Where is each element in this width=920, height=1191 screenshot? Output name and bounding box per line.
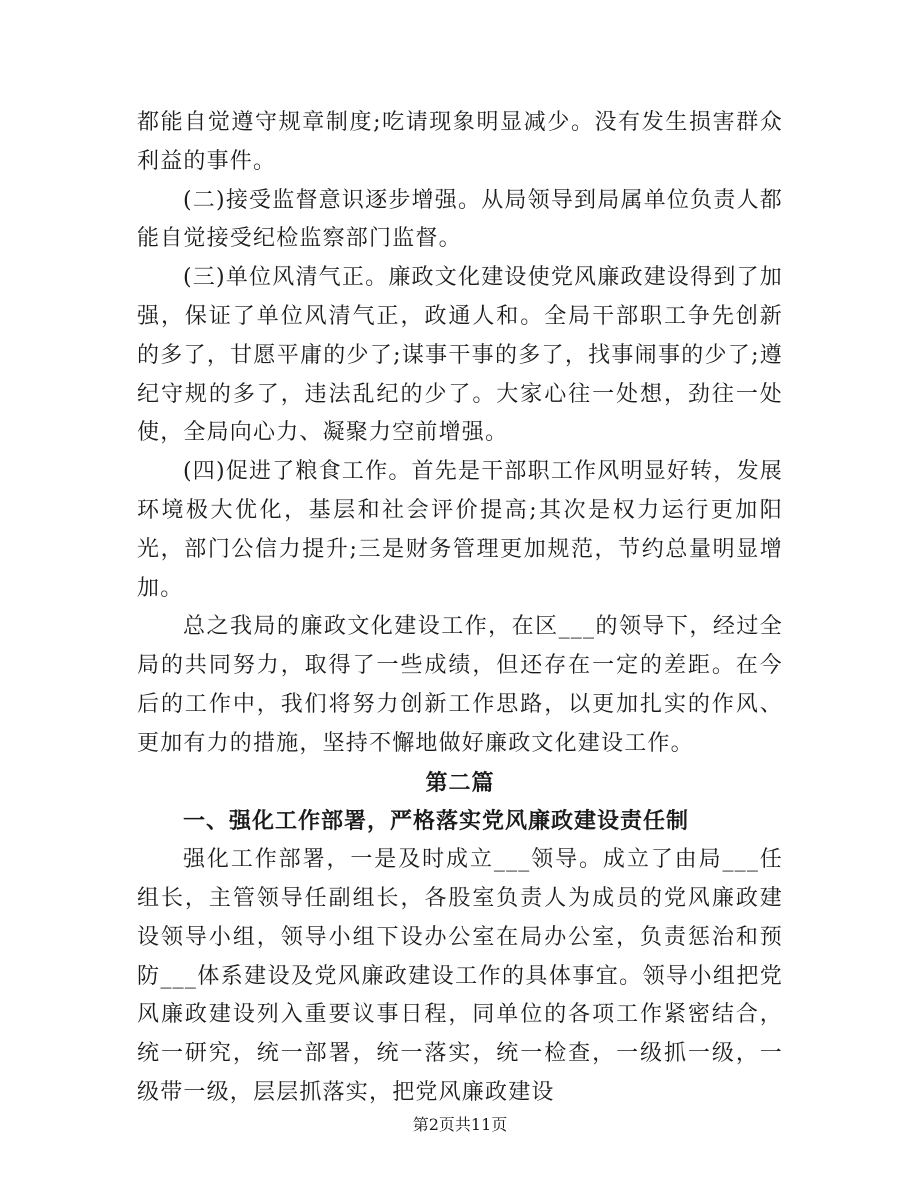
page-number-footer: 第2页共11页	[412, 1115, 508, 1134]
document-body	[137, 104, 783, 1113]
section-subheading: 一、强化工作部署，严格落实党风廉政建设责任制	[183, 808, 690, 835]
section-paragraph: 强化工作部署，一是及时成立___领导。成立了由局___任组长，主管领导任副组长，各股室负责人为成员的党风廉政建设领导小组，领导小组下设办公室在局办公室，负责惩治和预防___体系建设及党风廉政建设工作的具体事宜。领导小组把党风廉政建设列入重要议事日程，同单位的各项工作紧密结合，统一研究，统一部署，统一落实，统一检查，一级抓一级，一级带一级，层层抓落实，把党风廉政建设	[137, 847, 783, 1105]
paragraph-continuation: 都能自觉遵守规章制度;吃请现象明显减少。没有发生损害群众利益的事件。	[137, 110, 783, 174]
paragraph-item-2: (二)接受监督意识逐步增强。从局领导到局属单位负责人都能自觉接受纪检监察部门监督。	[137, 187, 783, 252]
paragraph-item-3: (三)单位风清气正。廉政文化建设使党风廉政建设得到了加强，保证了单位风清气正，政通人和。全局干部职工争先创新的多了，甘愿平庸的少了;谋事干事的多了，找事闹事的少了;遵纪守规的多了，违法乱纪的少了。大家心往一处想，劲往一处使，全局向心力、凝聚力空前增强。	[137, 265, 783, 446]
section-title: 第二篇	[425, 769, 495, 796]
paragraph-item-4: (四)促进了粮食工作。首先是干部职工作风明显好转，发展环境极大优化，基层和社会评价提高;其次是权力运行更加阳光，部门公信力提升;三是财务管理更加规范，节约总量明显增加。	[137, 459, 783, 601]
paragraph-summary: 总之我局的廉政文化建设工作，在区___的领导下，经过全局的共同努力，取得了一些成绩，但还存在一定的差距。在今后的工作中，我们将努力创新工作思路，以更加扎实的作风、更加有力的措施，坚持不懈地做好廉政文化建设工作。	[137, 614, 783, 756]
